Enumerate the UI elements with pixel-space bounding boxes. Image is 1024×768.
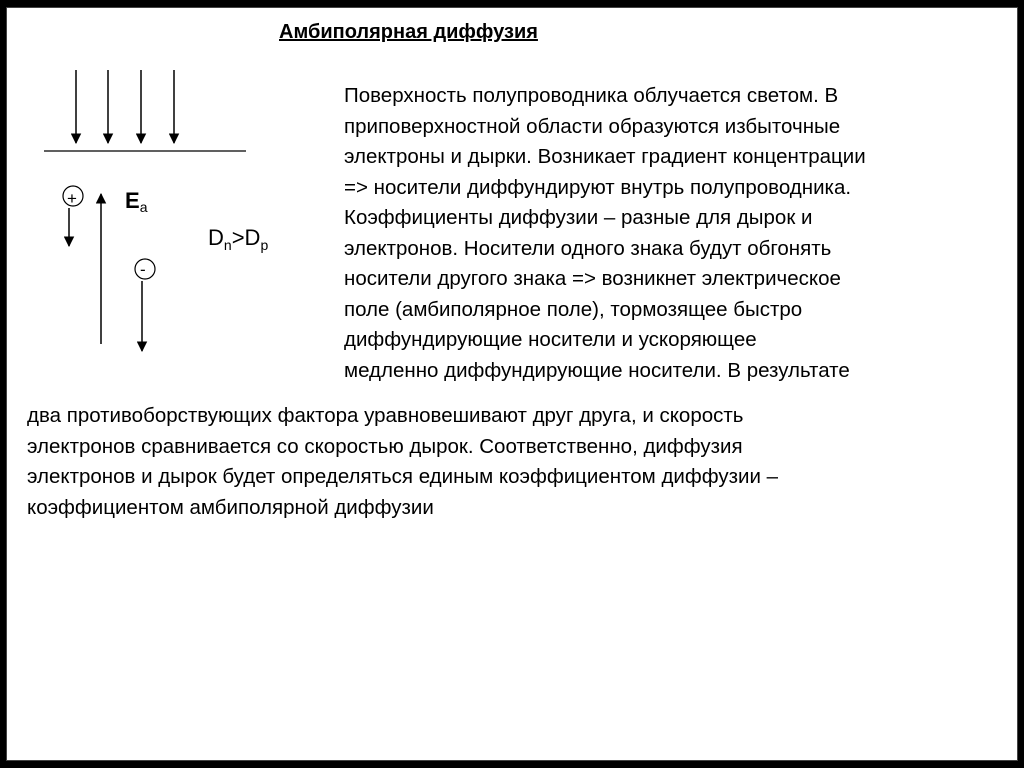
- explanation-paragraph-1: Поверхность полупроводника облучается светом. В приповерхностной области образуются избыточные электроны и дырки. Возникает градиент концентрации => носители диффундируют внутрь полупроводника. Коэффициенты диффузии – разные для дырок и электронов. Носители одного знака будут обгонять носители другого знака => возникнет электрическое поле (амбиполярное поле), тормозящее быстро диффундирующие носители и ускоряющее медленно диффундирующие носители. В результате: [344, 84, 866, 382]
- ambipolar-diffusion-diagram: [7, 8, 307, 368]
- ambipolar-field-label: [125, 190, 147, 214]
- dn-subscript: n: [223, 237, 232, 253]
- explanation-paragraph-2: два противоборствующих фактора уравновешивают друг друга, и скорость электронов сравнивается со скоростью дырок. Соответственно, диффузия электронов и дырок будет определяться единым коэффициентом диффузии – коэффициентом амбиполярной диффузии: [27, 404, 779, 519]
- dp-symbol: D: [244, 225, 261, 250]
- field-subscript: a: [139, 199, 148, 215]
- diffusion-coefficient-relation: [208, 227, 268, 252]
- slide: [6, 7, 1018, 761]
- hole-plus-sign: +: [67, 189, 77, 208]
- dp-subscript: p: [260, 237, 269, 253]
- greater-than-sign: >: [231, 225, 245, 250]
- slide-title: Амбиполярная диффузия: [279, 21, 538, 43]
- electron-minus-sign: -: [140, 260, 146, 279]
- field-symbol: E: [125, 188, 140, 213]
- dn-symbol: D: [208, 225, 224, 250]
